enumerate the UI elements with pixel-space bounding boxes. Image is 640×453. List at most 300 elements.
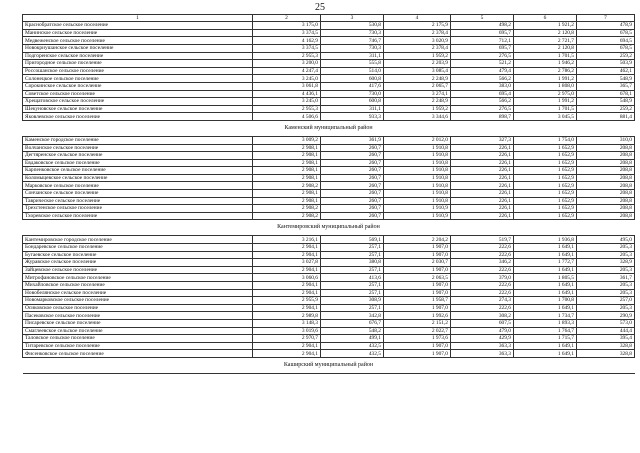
settlement-name: Бугаевское сельское поселение	[23, 251, 253, 259]
table-row	[23, 266, 635, 274]
district-heading: Каширский муниципальный район	[23, 357, 635, 373]
value-cell: 2 721,7	[514, 37, 577, 45]
table-row	[23, 335, 635, 343]
value-cell: 308,9	[321, 297, 384, 305]
table-row	[23, 75, 635, 83]
value-cell: 678,5	[577, 29, 635, 37]
value-cell: 2 151,2	[384, 319, 451, 327]
table-row	[23, 190, 635, 198]
value-cell: 1 652,9	[514, 212, 577, 220]
value-cell: 898,7	[451, 113, 514, 121]
value-cell: 548,2	[321, 327, 384, 335]
value-cell: 730,3	[321, 29, 384, 37]
settlement-name: Медвеженское сельское поселение	[23, 37, 253, 45]
value-cell: 514,0	[321, 67, 384, 75]
value-cell: 3 045,5	[514, 113, 577, 121]
value-cell: 1 958,7	[384, 297, 451, 305]
table-row	[23, 167, 635, 175]
district-heading-row	[23, 120, 635, 136]
value-cell: 260,7	[321, 174, 384, 182]
value-cell: 1 652,9	[514, 197, 577, 205]
settlement-name: Бондаревское сельское поселение	[23, 244, 253, 252]
value-cell: 208,8	[577, 144, 635, 152]
value-cell: 363,3	[451, 342, 514, 350]
settlement-name: Титаревское сельское поселение	[23, 342, 253, 350]
value-cell: 260,7	[321, 212, 384, 220]
value-cell: 607,5	[451, 319, 514, 327]
value-cell: 222,6	[451, 251, 514, 259]
settlement-name: Волчанское сельское поселение	[23, 144, 253, 152]
settlement-name: Осиковское сельское поселение	[23, 304, 253, 312]
value-cell: 3 009,2	[253, 136, 321, 144]
table-row	[23, 52, 635, 60]
settlement-name: Каменское городское поселение	[23, 136, 253, 144]
value-cell: 1 910,8	[384, 144, 451, 152]
settlement-name: Подгоренское сельское поселение	[23, 52, 253, 60]
value-cell: 208,8	[577, 167, 635, 175]
settlement-name: Зайцевское сельское поселение	[23, 266, 253, 274]
settlement-name: Пригородное сельское поселение	[23, 60, 253, 68]
value-cell: 2 908,2	[253, 212, 321, 220]
value-cell: 519,7	[451, 236, 514, 244]
value-cell: 1 701,5	[514, 105, 577, 113]
table-row	[23, 113, 635, 121]
value-cell: 499,1	[321, 335, 384, 343]
value-cell: 260,7	[321, 197, 384, 205]
value-cell: 1 715,7	[514, 335, 577, 343]
value-cell: 365,7	[577, 82, 635, 90]
value-cell: 569,1	[321, 236, 384, 244]
column-header: 5	[451, 15, 514, 22]
table-row	[23, 37, 635, 45]
value-cell: 678,5	[577, 44, 635, 52]
value-cell: 1 910,8	[384, 197, 451, 205]
value-cell: 3 148,3	[253, 319, 321, 327]
table-row	[23, 259, 635, 267]
value-cell: 573,0	[577, 319, 635, 327]
value-cell: 432,5	[321, 350, 384, 358]
value-cell: 226,1	[451, 190, 514, 198]
value-cell: 222,6	[451, 289, 514, 297]
district-heading-row	[23, 220, 635, 236]
value-cell: 2 120,8	[514, 29, 577, 37]
value-cell: 222,6	[451, 282, 514, 290]
value-cell: 1 649,1	[514, 304, 577, 312]
value-cell: 226,1	[451, 167, 514, 175]
value-cell: 694,5	[577, 37, 635, 45]
table-row	[23, 82, 635, 90]
value-cell: 1 959,2	[384, 52, 451, 60]
value-cell: 260,7	[321, 144, 384, 152]
value-cell: 3 060,6	[253, 274, 321, 282]
value-cell: 478,9	[577, 22, 635, 30]
value-cell: 3 085,4	[384, 67, 451, 75]
value-cell: 226,1	[451, 182, 514, 190]
value-cell: 260,7	[321, 182, 384, 190]
settlement-name: Митрофановское сельское поселение	[23, 274, 253, 282]
value-cell: 311,1	[321, 52, 384, 60]
value-cell: 548,9	[577, 75, 635, 83]
settlement-name: Новомарковское сельское поселение	[23, 297, 253, 305]
value-cell: 208,8	[577, 190, 635, 198]
value-cell: 2 378,4	[384, 44, 451, 52]
column-header: 7	[577, 15, 635, 22]
table-row	[23, 342, 635, 350]
value-cell: 730,3	[321, 44, 384, 52]
value-cell: 226,1	[451, 197, 514, 205]
value-cell: 2 248,9	[384, 98, 451, 106]
table-row	[23, 282, 635, 290]
value-cell: 257,1	[321, 289, 384, 297]
value-cell: 3 374,5	[253, 44, 321, 52]
table-row	[23, 29, 635, 37]
settlement-name: Журавское сельское поселение	[23, 259, 253, 267]
value-cell: 328,9	[577, 259, 635, 267]
settlement-name: Советское сельское поселение	[23, 90, 253, 98]
value-cell: 503,9	[577, 60, 635, 68]
value-cell: 2 203,9	[384, 60, 451, 68]
value-cell: 1 936,8	[514, 236, 577, 244]
value-cell: 1 910,9	[384, 205, 451, 213]
value-cell: 3 344,6	[384, 113, 451, 121]
district-heading-row	[23, 357, 635, 373]
table-row	[23, 297, 635, 305]
settlement-name: Карпенковское сельское поселение	[23, 167, 253, 175]
value-cell: 566,2	[451, 98, 514, 106]
value-cell: 1 652,9	[514, 152, 577, 160]
table-row	[23, 327, 635, 335]
value-cell: 205,3	[577, 266, 635, 274]
value-cell: 695,7	[451, 44, 514, 52]
value-cell: 2 786,2	[514, 67, 577, 75]
settlement-name: Хрещатовское сельское поселение	[23, 98, 253, 106]
table-row	[23, 159, 635, 167]
column-header-row	[23, 15, 635, 22]
settlement-name: Михайловское сельское поселение	[23, 282, 253, 290]
value-cell: 1 910,8	[384, 152, 451, 160]
value-cell: 2 975,0	[514, 90, 577, 98]
value-cell: 2 904,1	[253, 304, 321, 312]
value-cell: 2 970,7	[253, 335, 321, 343]
value-cell: 1 652,9	[514, 159, 577, 167]
value-cell: 4 436,1	[253, 90, 321, 98]
value-cell: 205,3	[577, 282, 635, 290]
value-cell: 746,7	[321, 37, 384, 45]
value-cell: 383,0	[451, 82, 514, 90]
value-cell: 2 904,1	[253, 282, 321, 290]
column-header: 3	[321, 15, 384, 22]
value-cell: 1 946,2	[514, 60, 577, 68]
value-cell: 1 649,1	[514, 289, 577, 297]
table-row	[23, 44, 635, 52]
value-cell: 1 991,2	[514, 75, 577, 83]
value-cell: 257,1	[321, 251, 384, 259]
value-cell: 1 652,9	[514, 167, 577, 175]
value-cell: 205,3	[577, 304, 635, 312]
value-cell: 432,5	[321, 342, 384, 350]
value-cell: 1 649,1	[514, 342, 577, 350]
settlement-name: Коломыцевское сельское поселение	[23, 174, 253, 182]
value-cell: 1 649,1	[514, 282, 577, 290]
value-cell: 260,7	[321, 152, 384, 160]
value-cell: 1 805,5	[514, 274, 577, 282]
value-cell: 208,8	[577, 197, 635, 205]
table-row	[23, 319, 635, 327]
value-cell: 695,4	[451, 90, 514, 98]
value-cell: 226,1	[451, 174, 514, 182]
table-row	[23, 174, 635, 182]
value-cell: 2 908,1	[253, 197, 321, 205]
value-cell: 2 065,7	[384, 82, 451, 90]
value-cell: 1 910,8	[384, 190, 451, 198]
value-cell: 2 904,1	[253, 244, 321, 252]
value-cell: 1 649,1	[514, 251, 577, 259]
value-cell: 2 955,9	[253, 297, 321, 305]
value-cell: 274,3	[451, 297, 514, 305]
value-cell: 3 216,1	[253, 236, 321, 244]
value-cell: 1 992,6	[384, 312, 451, 320]
value-cell: 1 910,8	[384, 167, 451, 175]
table-row	[23, 274, 635, 282]
value-cell: 2 908,2	[253, 205, 321, 213]
value-cell: 1 907,0	[384, 266, 451, 274]
value-cell: 205,3	[577, 251, 635, 259]
value-cell: 2 248,9	[384, 75, 451, 83]
value-cell: 1 700,8	[514, 297, 577, 305]
settlement-name: Сончанское сельское поселение	[23, 190, 253, 198]
value-cell: 2 904,1	[253, 289, 321, 297]
value-cell: 881,4	[577, 113, 635, 121]
table-row	[23, 60, 635, 68]
budget-table	[22, 14, 635, 374]
value-cell: 1 907,0	[384, 342, 451, 350]
value-cell: 2 030,7	[384, 259, 451, 267]
settlement-name: Марковское сельское поселение	[23, 182, 253, 190]
value-cell: 1 907,0	[384, 350, 451, 358]
value-cell: 600,8	[321, 75, 384, 83]
settlement-name: Таловское сельское поселение	[23, 335, 253, 343]
value-cell: 2 908,1	[253, 174, 321, 182]
column-header: 6	[514, 15, 577, 22]
table-row	[23, 304, 635, 312]
value-cell: 208,8	[577, 205, 635, 213]
table-row	[23, 205, 635, 213]
value-cell: 222,6	[451, 244, 514, 252]
table-row	[23, 236, 635, 244]
value-cell: 3 374,5	[253, 29, 321, 37]
table-row	[23, 144, 635, 152]
value-cell: 208,8	[577, 152, 635, 160]
settlement-name: Краснобратское сельское поселение	[23, 22, 253, 30]
settlement-name: Манинское сельское поселение	[23, 29, 253, 37]
value-cell: 2 904,1	[253, 342, 321, 350]
value-cell: 1 907,0	[384, 289, 451, 297]
value-cell: 208,8	[577, 159, 635, 167]
value-cell: 260,7	[321, 167, 384, 175]
value-cell: 2 378,4	[384, 29, 451, 37]
table-row	[23, 251, 635, 259]
value-cell: 1 910,8	[384, 174, 451, 182]
value-cell: 208,8	[577, 212, 635, 220]
settlement-name: Россошанское сельское поселение	[23, 67, 253, 75]
value-cell: 205,3	[577, 244, 635, 252]
value-cell: 498,2	[451, 22, 514, 30]
value-cell: 2 904,1	[253, 266, 321, 274]
value-cell: 1 910,9	[384, 212, 451, 220]
district-heading: Каменский муниципальный район	[23, 120, 635, 136]
value-cell: 444,4	[577, 327, 635, 335]
value-cell: 259,2	[577, 105, 635, 113]
value-cell: 342,8	[321, 312, 384, 320]
value-cell: 222,6	[451, 266, 514, 274]
table-row	[23, 22, 635, 30]
settlement-name: Пасековское сельское поселение	[23, 312, 253, 320]
settlement-name: Смаглеевское сельское поселение	[23, 327, 253, 335]
value-cell: 2 908,2	[253, 182, 321, 190]
settlement-name: Таврическое сельское поселение	[23, 197, 253, 205]
value-cell: 257,1	[321, 282, 384, 290]
settlement-name: Солонецкое сельское поселение	[23, 75, 253, 83]
value-cell: 260,7	[321, 205, 384, 213]
settlement-name: Евдаковское сельское поселение	[23, 159, 253, 167]
value-cell: 1 907,0	[384, 244, 451, 252]
value-cell: 1 907,0	[384, 304, 451, 312]
value-cell: 1 652,9	[514, 174, 577, 182]
value-cell: 226,1	[451, 144, 514, 152]
value-cell: 260,7	[321, 190, 384, 198]
value-cell: 1 649,1	[514, 350, 577, 358]
value-cell: 1 772,7	[514, 259, 577, 267]
value-cell: 479,0	[451, 327, 514, 335]
value-cell: 361,9	[321, 136, 384, 144]
table-row	[23, 98, 635, 106]
settlement-name: Кантемировское городское поселение	[23, 236, 253, 244]
value-cell: 2 989,8	[253, 312, 321, 320]
value-cell: 3 020,9	[384, 37, 451, 45]
value-cell: 3 245,0	[253, 98, 321, 106]
value-cell: 3 245,0	[253, 75, 321, 83]
value-cell: 1 910,8	[384, 159, 451, 167]
value-cell: 2 120,8	[514, 44, 577, 52]
value-cell: 2 022,7	[384, 327, 451, 335]
value-cell: 260,7	[321, 159, 384, 167]
value-cell: 2 908,1	[253, 190, 321, 198]
value-cell: 413,6	[321, 274, 384, 282]
value-cell: 2 908,1	[253, 167, 321, 175]
value-cell: 548,9	[577, 98, 635, 106]
value-cell: 226,1	[451, 212, 514, 220]
column-header: 2	[253, 15, 321, 22]
table-row	[23, 350, 635, 358]
value-cell: 695,7	[451, 29, 514, 37]
value-cell: 208,8	[577, 174, 635, 182]
column-header: 1	[23, 15, 253, 22]
value-cell: 933,3	[321, 113, 384, 121]
value-cell: 712,1	[451, 37, 514, 45]
table-row	[23, 197, 635, 205]
value-cell: 4 506,6	[253, 113, 321, 121]
settlement-name: Дегтяренское сельское поселение	[23, 152, 253, 160]
value-cell: 530,8	[321, 22, 384, 30]
value-cell: 417,6	[321, 82, 384, 90]
value-cell: 2 904,1	[253, 251, 321, 259]
value-cell: 1 907,0	[384, 282, 451, 290]
settlement-name: Новокриушанское сельское поселение	[23, 44, 253, 52]
table-row	[23, 289, 635, 297]
value-cell: 1 973,6	[384, 335, 451, 343]
value-cell: 1 649,1	[514, 266, 577, 274]
value-cell: 257,1	[321, 304, 384, 312]
value-cell: 555,8	[321, 60, 384, 68]
value-cell: 1 893,3	[514, 319, 577, 327]
value-cell: 2 204,2	[384, 236, 451, 244]
value-cell: 310,0	[577, 136, 635, 144]
table-row	[23, 136, 635, 144]
value-cell: 2 908,1	[253, 159, 321, 167]
value-cell: 328,8	[577, 350, 635, 358]
settlement-name: Сорокинское сельское поселение	[23, 82, 253, 90]
settlement-name: Новобелянское сельское поселение	[23, 289, 253, 297]
value-cell: 276,5	[451, 52, 514, 60]
value-cell: 3 061,8	[253, 82, 321, 90]
value-cell: 1 910,8	[384, 182, 451, 190]
settlement-name: Яковлевское сельское поселение	[23, 113, 253, 121]
value-cell: 327,3	[451, 136, 514, 144]
value-cell: 308,2	[451, 312, 514, 320]
value-cell: 205,3	[577, 289, 635, 297]
settlement-name: Тхоревское сельское поселение	[23, 212, 253, 220]
value-cell: 1 754,0	[514, 136, 577, 144]
value-cell: 1 921,2	[514, 22, 577, 30]
value-cell: 4 247,4	[253, 67, 321, 75]
value-cell: 4 162,9	[253, 37, 321, 45]
value-cell: 2 908,1	[253, 144, 321, 152]
value-cell: 3 200,0	[253, 60, 321, 68]
value-cell: 222,6	[451, 304, 514, 312]
value-cell: 2 012,0	[384, 136, 451, 144]
value-cell: 226,1	[451, 205, 514, 213]
value-cell: 1 764,7	[514, 327, 577, 335]
value-cell: 257,1	[321, 266, 384, 274]
value-cell: 1 652,9	[514, 190, 577, 198]
value-cell: 566,2	[451, 75, 514, 83]
district-heading: Кантемировский муниципальный район	[23, 220, 635, 236]
value-cell: 1 991,2	[514, 98, 577, 106]
value-cell: 479,4	[451, 67, 514, 75]
value-cell: 2 175,9	[384, 22, 451, 30]
value-cell: 1 734,7	[514, 312, 577, 320]
value-cell: 2 908,1	[253, 152, 321, 160]
value-cell: 226,1	[451, 152, 514, 160]
table-row	[23, 90, 635, 98]
value-cell: 1 701,5	[514, 52, 577, 60]
value-cell: 1 959,2	[384, 105, 451, 113]
value-cell: 257,1	[321, 244, 384, 252]
value-cell: 1 907,0	[384, 251, 451, 259]
value-cell: 2 904,1	[253, 350, 321, 358]
value-cell: 346,2	[451, 259, 514, 267]
value-cell: 3 019,6	[253, 327, 321, 335]
table-row	[23, 182, 635, 190]
value-cell: 395,4	[577, 335, 635, 343]
value-cell: 429,9	[451, 335, 514, 343]
value-cell: 379,0	[451, 274, 514, 282]
value-cell: 226,1	[451, 159, 514, 167]
settlement-name: Шекуновское сельское поселение	[23, 105, 253, 113]
value-cell: 3 175,0	[253, 22, 321, 30]
value-cell: 2 955,3	[253, 52, 321, 60]
settlement-name: Писаревское сельское поселение	[23, 319, 253, 327]
